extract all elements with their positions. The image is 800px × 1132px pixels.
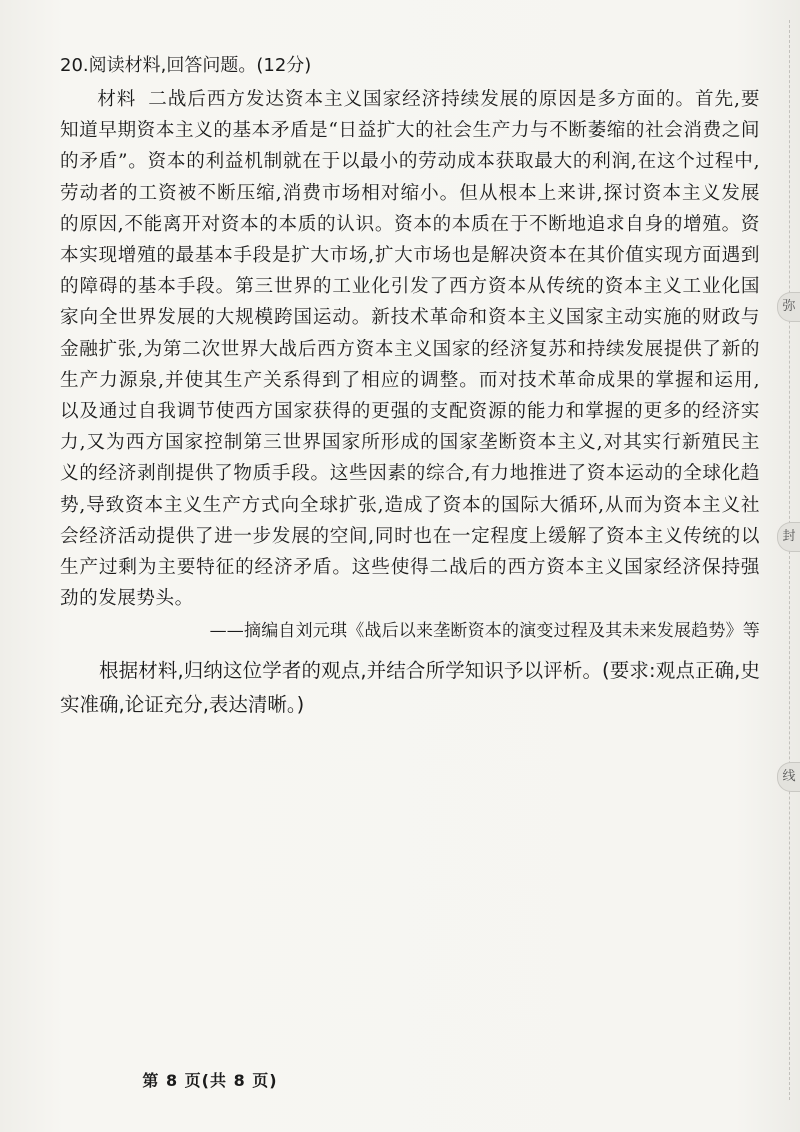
- question-20: [60, 52, 760, 722]
- seal-line-mark-2: 封: [777, 522, 800, 552]
- material-source: ——摘编自刘元琪《战后以来垄断资本的演变过程及其未来发展趋势》等: [209, 621, 760, 642]
- page-number: 第 8 页(共 8 页): [142, 1071, 278, 1090]
- material-label: 材料: [97, 89, 137, 110]
- question-header: 20.阅读材料,回答问题。(12分): [60, 55, 312, 76]
- material-paragraph: [60, 84, 760, 614]
- question-prompt: 根据材料,归纳这位学者的观点,并结合所学知识予以评析。(要求:观点正确,史实准确,论证充分,表达清晰。): [60, 659, 760, 717]
- seal-line-mark-1: 弥: [777, 292, 800, 322]
- binding-edge-line: [789, 20, 790, 1100]
- material-text: 二战后西方发达资本主义国家经济持续发展的原因是多方面的。首先,要知道早期资本主义的基本矛盾是“日益扩大的社会生产力与不断萎缩的社会消费之间的矛盾”。资本的利益机制就在于以最小的劳动成本获取最大的利润,在这个过程中,劳动者的工资被不断压缩,消费市场相对缩小。但从根本上来讲,探讨资本主义发展的原因,不能离开对资本的本质的认识。资本的本质在于不断地追求自身的增殖。资本实现增殖的最基本手段是扩大市场,扩大市场也是解决资本在其价值实现方面遇到的障碍的基本手段。第三世界的工业化引发了西方资本从传统的资本主义工业化国家向全世界发展的大规模跨国运动。新技术革命和资本主义国家主动实施的财政与金融扩张,为第二次世界大战后西方资本主义国家的经济复苏和持续发展提供了新的生产力源泉,并使其生产关系得到了相应的调整。而对技术革命成果的掌握和运用,以及通过自我调节使西方国家获得的更强的支配资源的能力和掌握的更多的经济实力,又为西方国家控制第三世界国家所形成的国家垄断资本主义,对其实行新殖民主义的经济剥削提供了物质手段。这些因素的综合,有力地推进了资本运动的全球化趋势,导致资本主义生产方式向全球扩张,造成了资本的国际大循环,从而为资本主义社会经济活动提供了进一步发展的空间,同时也在一定程度上缓解了资本主义传统的以生产过剩为主要特征的经济矛盾。这些使得二战后的西方资本主义国家经济保持强劲的发展势头。: [60, 89, 760, 610]
- seal-line-mark-3: 线: [777, 762, 800, 792]
